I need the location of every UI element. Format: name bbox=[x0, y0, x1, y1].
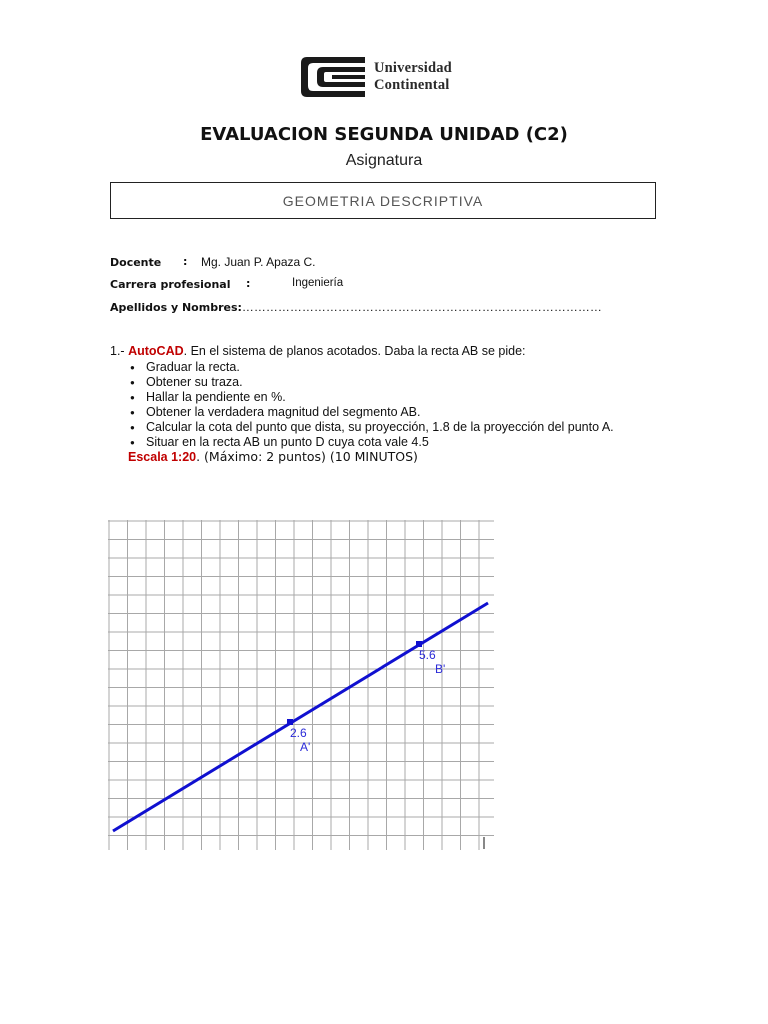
point-b-marker bbox=[416, 641, 422, 647]
nombres-row bbox=[110, 300, 602, 314]
nombres-dots: ……………………………………………………………………………… bbox=[241, 300, 602, 314]
course-box bbox=[110, 182, 656, 219]
carrera-sep: : bbox=[246, 277, 251, 290]
carrera-label: Carrera profesional bbox=[110, 278, 231, 291]
line-ab bbox=[113, 603, 488, 831]
list-item: ● Obtener su traza. bbox=[130, 375, 614, 390]
nombres-label: Apellidos y Nombres: bbox=[110, 301, 242, 314]
course-name: GEOMETRIA DESCRIPTIVA bbox=[282, 192, 484, 209]
carrera-row bbox=[110, 277, 344, 291]
docente-label: Docente bbox=[110, 256, 162, 269]
point-b-elevation: 5.6 bbox=[419, 648, 436, 662]
question-intro bbox=[110, 344, 526, 359]
university-logo bbox=[299, 54, 474, 100]
docente-row bbox=[110, 255, 316, 269]
logo-text bbox=[374, 60, 452, 94]
list-item: ● Graduar la recta. bbox=[130, 360, 614, 375]
grid-figure bbox=[108, 520, 496, 857]
point-a-elevation: 2.6 bbox=[290, 726, 307, 740]
university-logo-icon bbox=[299, 54, 369, 100]
point-a-marker bbox=[287, 719, 293, 725]
point-a-label: A' bbox=[300, 740, 311, 754]
grid-drawing bbox=[108, 520, 496, 852]
list-item: ● Situar en la recta AB un punto D cuya cota vale 4.5 bbox=[130, 435, 614, 450]
list-item: ● Calcular la cota del punto que dista, su proyección, 1.8 de la proyección del punto A. bbox=[130, 420, 614, 435]
logo-line1: Universidad bbox=[374, 60, 452, 76]
docente-sep: : bbox=[183, 255, 188, 268]
carrera-value: Ingeniería bbox=[292, 277, 344, 289]
scale-label: Escala 1:20 bbox=[128, 450, 197, 464]
question-tool: AutoCAD bbox=[128, 344, 184, 358]
scale-line bbox=[128, 449, 418, 464]
question-number: 1.- bbox=[110, 344, 125, 358]
subject-label: Asignatura bbox=[345, 152, 423, 169]
list-item: ● Obtener la verdadera magnitud del segmento AB. bbox=[130, 405, 614, 420]
logo-line2: Continental bbox=[374, 77, 450, 93]
point-b-label: B' bbox=[435, 662, 446, 676]
scale-rest: . (Máximo: 2 puntos) (10 MINUTOS) bbox=[196, 449, 418, 464]
question-items bbox=[130, 360, 614, 450]
docente-value: Mg. Juan P. Apaza C. bbox=[201, 255, 316, 269]
list-item: ● Hallar la pendiente en %. bbox=[130, 390, 614, 405]
exam-title: EVALUACION SEGUNDA UNIDAD (C2) bbox=[200, 124, 568, 145]
question-text: . En el sistema de planos acotados. Daba la recta AB se pide: bbox=[183, 344, 526, 358]
